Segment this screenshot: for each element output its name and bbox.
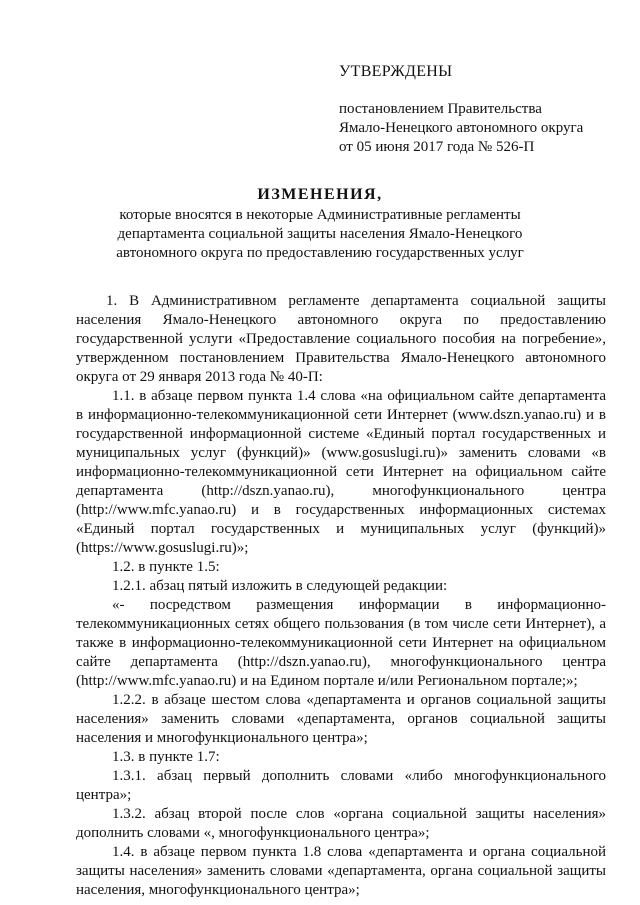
paragraph-1-1: 1.1. в абзаце первом пункта 1.4 слова «на официальном сайте департамента в информационно-телекоммуникационной сети Интернет (www.dszn.yanao.ru) и в государственной информационной системе «Единый портал государственных и муниципальных услуг (функций)» (www.gosuslugi.ru)» заменить словами «в информационно-телекоммуникационной сети Интернет на официальном сайте департамента (http://dszn.yanao.ru), многофункционального центра (http://www.mfc.yanao.ru) и в государственных информационных системах «Единый портал государственных и муниципальных услуг (функций)» (https://www.gosuslugi.ru)»;: [76, 388, 606, 556]
approval-block: [339, 62, 619, 157]
paragraph-1-2-1: 1.2.1. абзац пятый изложить в следующей редакции:: [112, 578, 448, 594]
document-body: [76, 292, 606, 900]
approval-line-3: от 05 июня 2017 года № 526-П: [339, 139, 535, 155]
paragraph-1-3-2: 1.3.2. абзац второй после слов «органа социальной защиты населения» дополнить словами «, многофункционального центра»;: [76, 806, 606, 841]
approved-label: УТВЕРЖДЕНЫ: [339, 63, 453, 80]
paragraph-1-2-2: 1.2.2. в абзаце шестом слова «департамента и органов социальной защиты населения» заменить словами «департамента, органов социальной защиты населения и многофункционального центра»;: [76, 692, 606, 746]
paragraph-quote: «- посредством размещения информации в информационно-телекоммуникационных сетях общего пользования (в том числе сети Интернет), а также в информационно-телекоммуникационной сети Интернет на официальном сайте департамента (http://dszn.yanao.ru), многофункционального центра (http://www.mfc.yanao.ru) и на Едином портале и/или Региональном портале;»;: [76, 597, 606, 689]
approval-line-1: постановлением Правительства: [339, 101, 542, 117]
paragraph-1: 1. В Административном регламенте департамента социальной защиты населения Ямало-Ненецкого автономного округа по предоставлению государственной услуги «Предоставление социального пособия на погребение», утвержденном постановлением Правительства Ямало-Ненецкого автономного округа от 29 января 2013 года № 40-П:: [76, 293, 606, 385]
document-subtitle-line-1: которые вносятся в некоторые Административные регламенты: [119, 207, 521, 223]
document-subtitle-line-2: департамента социальной защиты населения Ямало-Ненецкого: [117, 226, 523, 242]
document-heading: [0, 184, 640, 263]
approval-line-2: Ямало-Ненецкого автономного округа: [339, 120, 584, 136]
document-subtitle-line-3: автономного округа по предоставлению государственных услуг: [116, 245, 524, 261]
paragraph-1-2: 1.2. в пункте 1.5:: [112, 559, 220, 575]
paragraph-1-4: 1.4. в абзаце первом пункта 1.8 слова «департамента и органа социальной защиты населения» заменить словами «департамента, органа социальной защиты населения, многофункционального центра»;: [76, 844, 606, 898]
document-title: ИЗМЕНЕНИЯ,: [257, 186, 383, 203]
paragraph-1-3: 1.3. в пункте 1.7:: [112, 749, 220, 765]
paragraph-1-3-1: 1.3.1. абзац первый дополнить словами «либо многофункционального центра»;: [76, 768, 606, 803]
